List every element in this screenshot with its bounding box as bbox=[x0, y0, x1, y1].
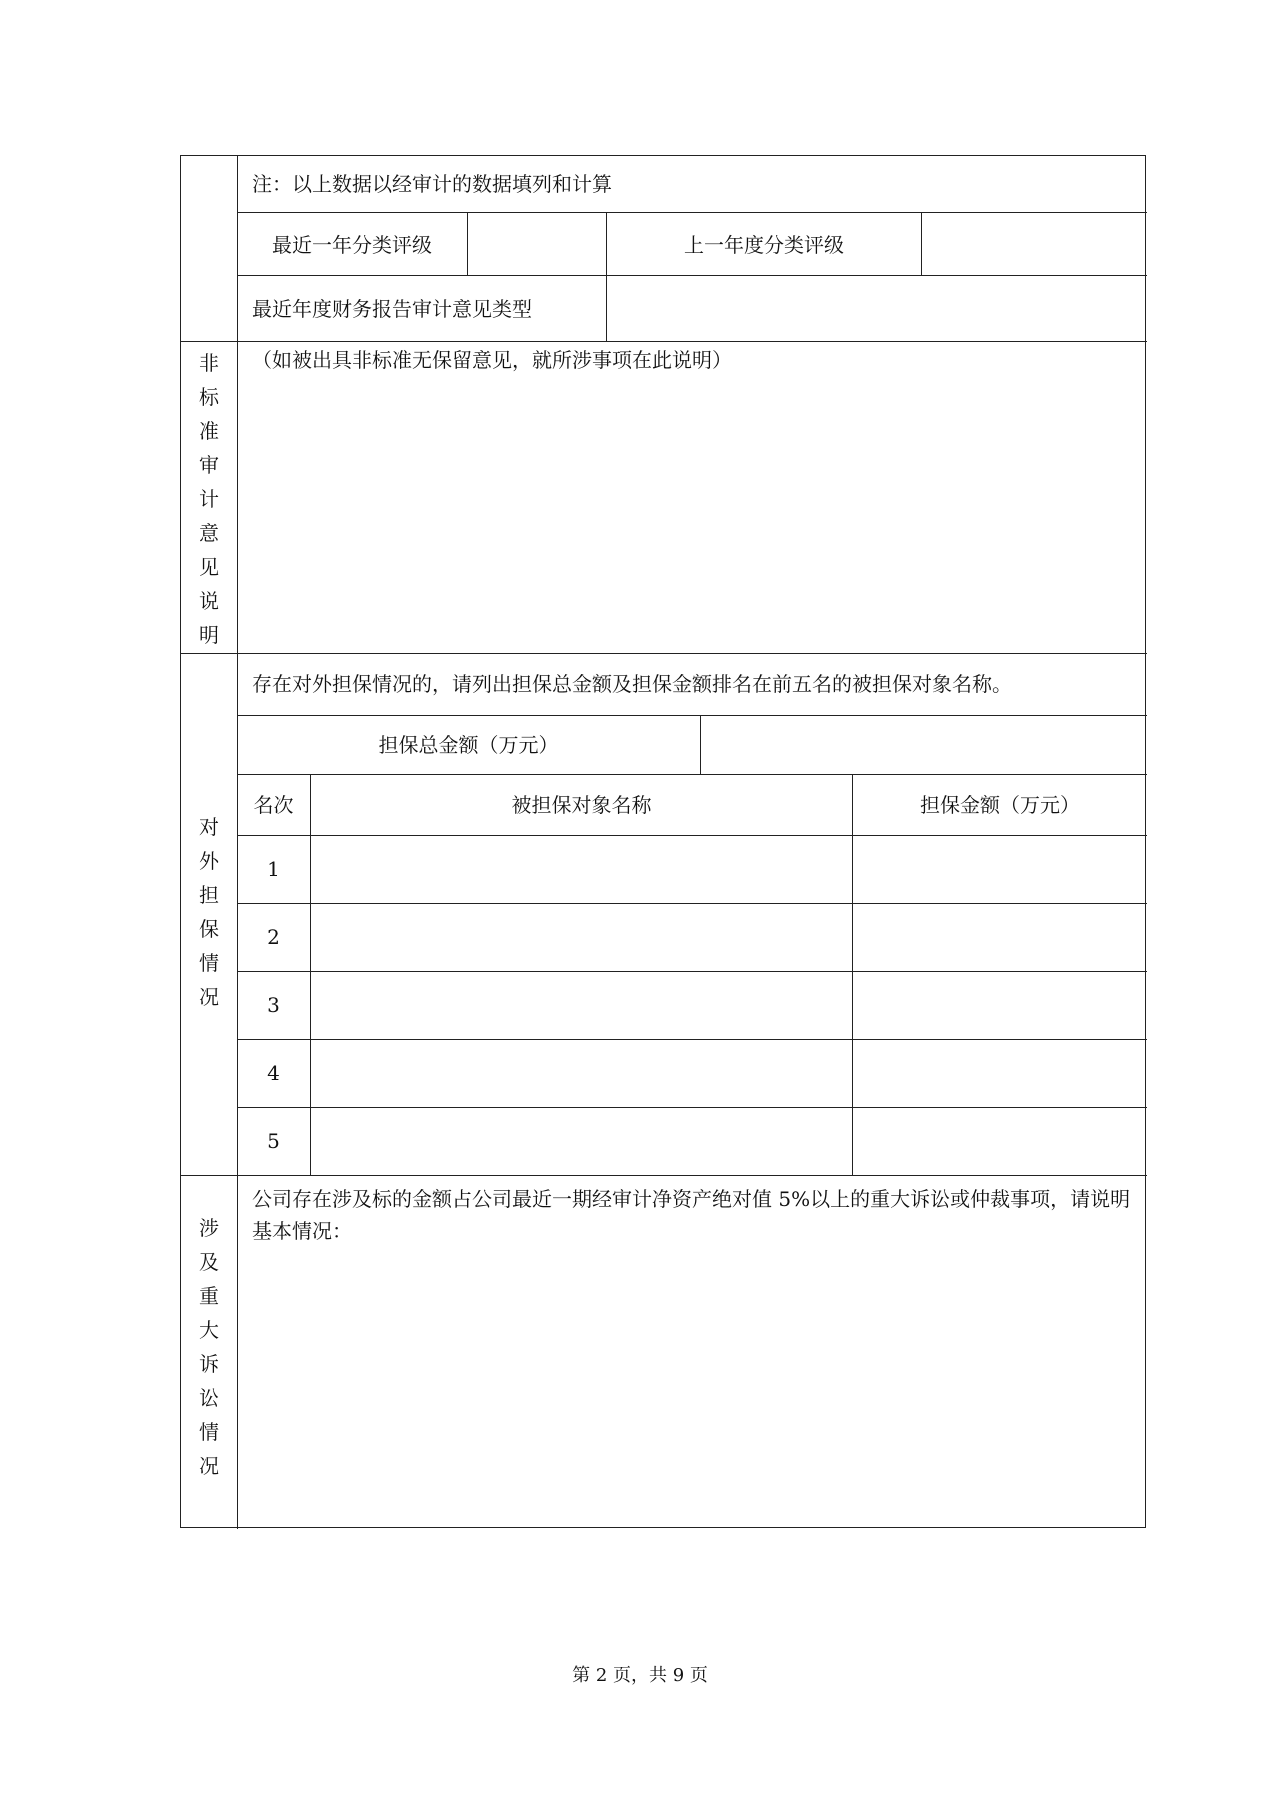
col-divider bbox=[921, 212, 922, 275]
col-divider bbox=[467, 212, 468, 275]
row-divider bbox=[237, 715, 1147, 716]
litigation-instruction: 公司存在涉及标的金额占公司最近一期经审计净资产绝对值 5%以上的重大诉讼或仲裁事项，请说明基本情况： bbox=[252, 1187, 1131, 1243]
rank-header: 名次 bbox=[253, 793, 294, 817]
recent-rating-label: 最近一年分类评级 bbox=[272, 233, 432, 257]
guarantee-section-label: 对 外 担 保 情 况 bbox=[199, 815, 219, 1009]
disclosure-form-table bbox=[180, 155, 1146, 1528]
page-number-footer: 第 2 页，共 9 页 bbox=[572, 1665, 708, 1686]
row-divider bbox=[237, 275, 1147, 276]
section-divider bbox=[181, 1175, 1147, 1176]
guarantee-instruction: 存在对外担保情况的，请列出担保总金额及担保金额排名在前五名的被担保对象名称。 bbox=[252, 672, 1012, 696]
nonstandard-opinion-section-label: 非 标 准 审 计 意 见 说 明 bbox=[199, 351, 219, 647]
guaranteed-party-header: 被担保对象名称 bbox=[511, 793, 652, 817]
audit-note: 注：以上数据以经审计的数据填列和计算 bbox=[252, 172, 612, 196]
col-divider bbox=[310, 774, 311, 1175]
row-divider bbox=[237, 212, 1147, 213]
litigation-section-label: 涉 及 重 大 诉 讼 情 况 bbox=[199, 1216, 219, 1478]
table-row-rank: 4 bbox=[267, 1061, 280, 1085]
col-divider bbox=[606, 212, 607, 341]
guarantee-total-label: 担保总金额（万元） bbox=[378, 733, 559, 757]
audit-opinion-type-label: 最近年度财务报告审计意见类型 bbox=[252, 297, 532, 321]
row-divider bbox=[237, 1039, 1147, 1040]
row-divider bbox=[237, 774, 1147, 775]
col-divider bbox=[700, 715, 701, 774]
table-row-rank: 3 bbox=[267, 993, 280, 1017]
section-divider bbox=[181, 653, 1147, 654]
table-row-rank: 5 bbox=[267, 1129, 280, 1153]
row-divider bbox=[237, 1107, 1147, 1108]
table-row-rank: 2 bbox=[267, 925, 280, 949]
row-divider bbox=[237, 971, 1147, 972]
section-divider bbox=[181, 341, 1147, 342]
col-divider bbox=[852, 774, 853, 1175]
label-column-divider bbox=[237, 156, 238, 1529]
row-divider bbox=[237, 835, 1147, 836]
guarantee-amount-header: 担保金额（万元） bbox=[920, 793, 1080, 817]
previous-rating-label: 上一年度分类评级 bbox=[684, 233, 844, 257]
nonstandard-opinion-instruction: （如被出具非标准无保留意见，就所涉事项在此说明） bbox=[252, 348, 732, 372]
table-row-rank: 1 bbox=[267, 857, 280, 881]
row-divider bbox=[237, 903, 1147, 904]
